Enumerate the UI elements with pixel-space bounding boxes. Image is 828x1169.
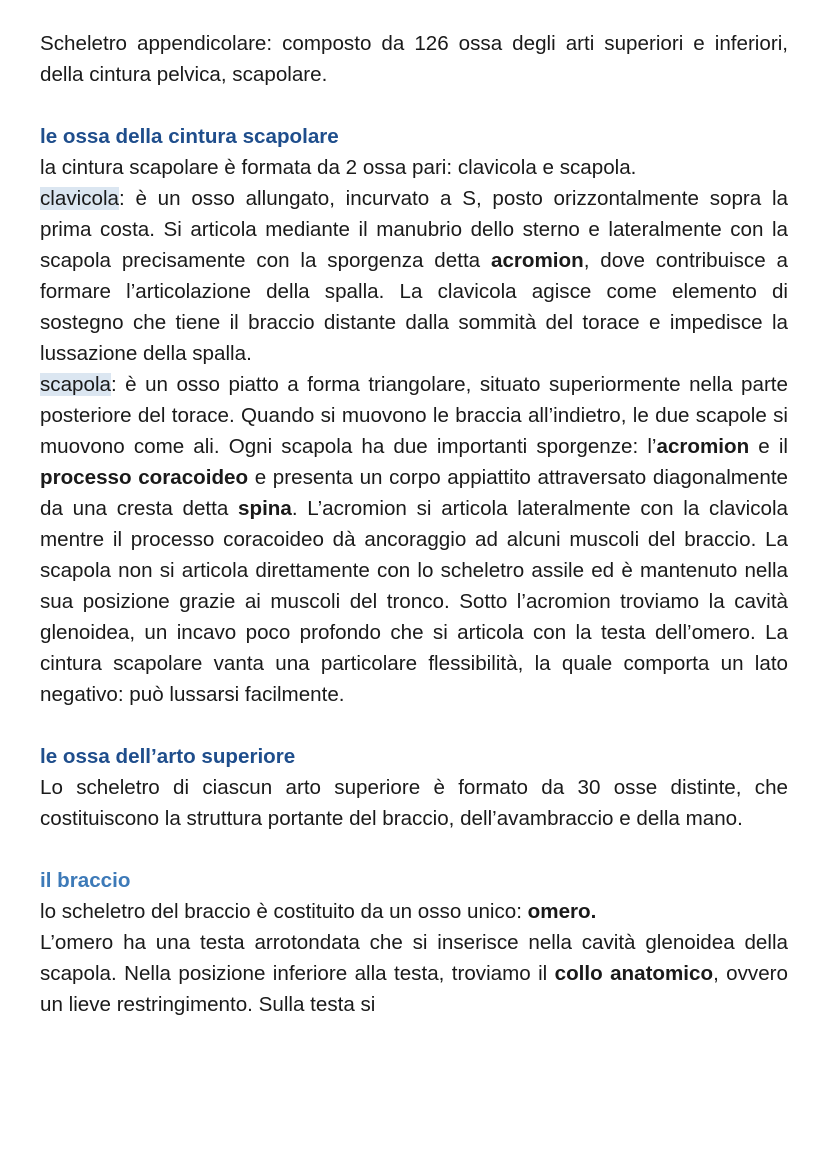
scapola-text-3: e presenta un corpo appiattito attraversato diagonalmente da una cresta detta [40, 466, 789, 520]
scapola-bold-acromion: acromion [656, 435, 750, 458]
intro-paragraph: Scheletro appendicolare: composto da 126 ossa degli arti superiori e inferiori, della cintura pelvica, scapolare. [40, 32, 788, 86]
spacer [40, 834, 788, 865]
scapola-bold-spina: spina [238, 497, 292, 520]
heading-cintura-scapolare: le ossa della cintura scapolare [40, 125, 339, 148]
cintura-lead: la cintura scapolare è formata da 2 ossa pari: clavicola e scapola. [40, 156, 637, 179]
clavicola-text-1: : è un osso allungato, incurvato a S, posto orizzontalmente sopra la prima costa. Si articola mediante il manubrio dello sterno e lateralmente con la scapola precisamente con la sporgenza detta [40, 187, 788, 272]
scapola-bold-processo: processo coracoideo [40, 466, 249, 489]
braccio-bold-omero: omero. [527, 900, 597, 923]
scapola-paragraph [40, 369, 788, 710]
clavicola-bold-acromion: acromion [490, 249, 584, 272]
scapola-text-1: : è un osso piatto a forma triangolare, situato superiormente nella parte posteriore del torace. Quando si muovono le braccia all’indietro, le due scapole si muovono come ali. Ogni scapola ha due importanti sporgenze: l’ [40, 373, 788, 458]
scapola-term: scapola [40, 373, 111, 396]
scapola-text-2: e il [749, 435, 788, 458]
braccio-lead-text: lo scheletro del braccio è costituito da un osso unico: [40, 900, 528, 923]
omero-bold-collo: collo anatomico [554, 962, 714, 985]
heading-arto-superiore: le ossa dell’arto superiore [40, 745, 296, 768]
scapola-text-4: . L’acromion si articola lateralmente con la clavicola mentre il processo coracoideo dà ancoraggio ad alcuni muscoli del braccio. La scapola non si articola direttamente con lo scheletro assile ed è mantenuto nella sua posizione grazie ai muscoli del tronco. Sotto l’acromion troviamo la cavità glenoidea, un incavo poco profondo che si articola con la testa dell’omero. La cintura scapolare vanta una particolare flessibilità, la quale comporta un lato negativo: può lussarsi facilmente. [40, 497, 788, 706]
omero-paragraph [40, 927, 788, 1020]
omero-text-1: L’omero ha una testa arrotondata che si inserisce nella cavità glenoidea della scapola. Nella posizione inferiore alla testa, troviamo il [40, 931, 788, 985]
braccio-lead [40, 896, 788, 927]
clavicola-text-2: , dove contribuisce a formare l’articolazione della spalla. La clavicola agisce come elemento di sostegno che tiene il braccio distante dalla sommità del torace e impedisce la lussazione della spalla. [40, 249, 788, 365]
spacer [40, 90, 788, 121]
clavicola-paragraph [40, 183, 788, 369]
spacer [40, 710, 788, 741]
clavicola-term: clavicola [40, 187, 119, 210]
arto-paragraph: Lo scheletro di ciascun arto superiore è formato da 30 osse distinte, che costituiscono la struttura portante del braccio, dell’avambraccio e della mano. [40, 776, 788, 830]
heading-braccio: il braccio [40, 869, 131, 892]
omero-text-2: , ovvero un lieve restringimento. Sulla testa si [40, 962, 788, 1016]
